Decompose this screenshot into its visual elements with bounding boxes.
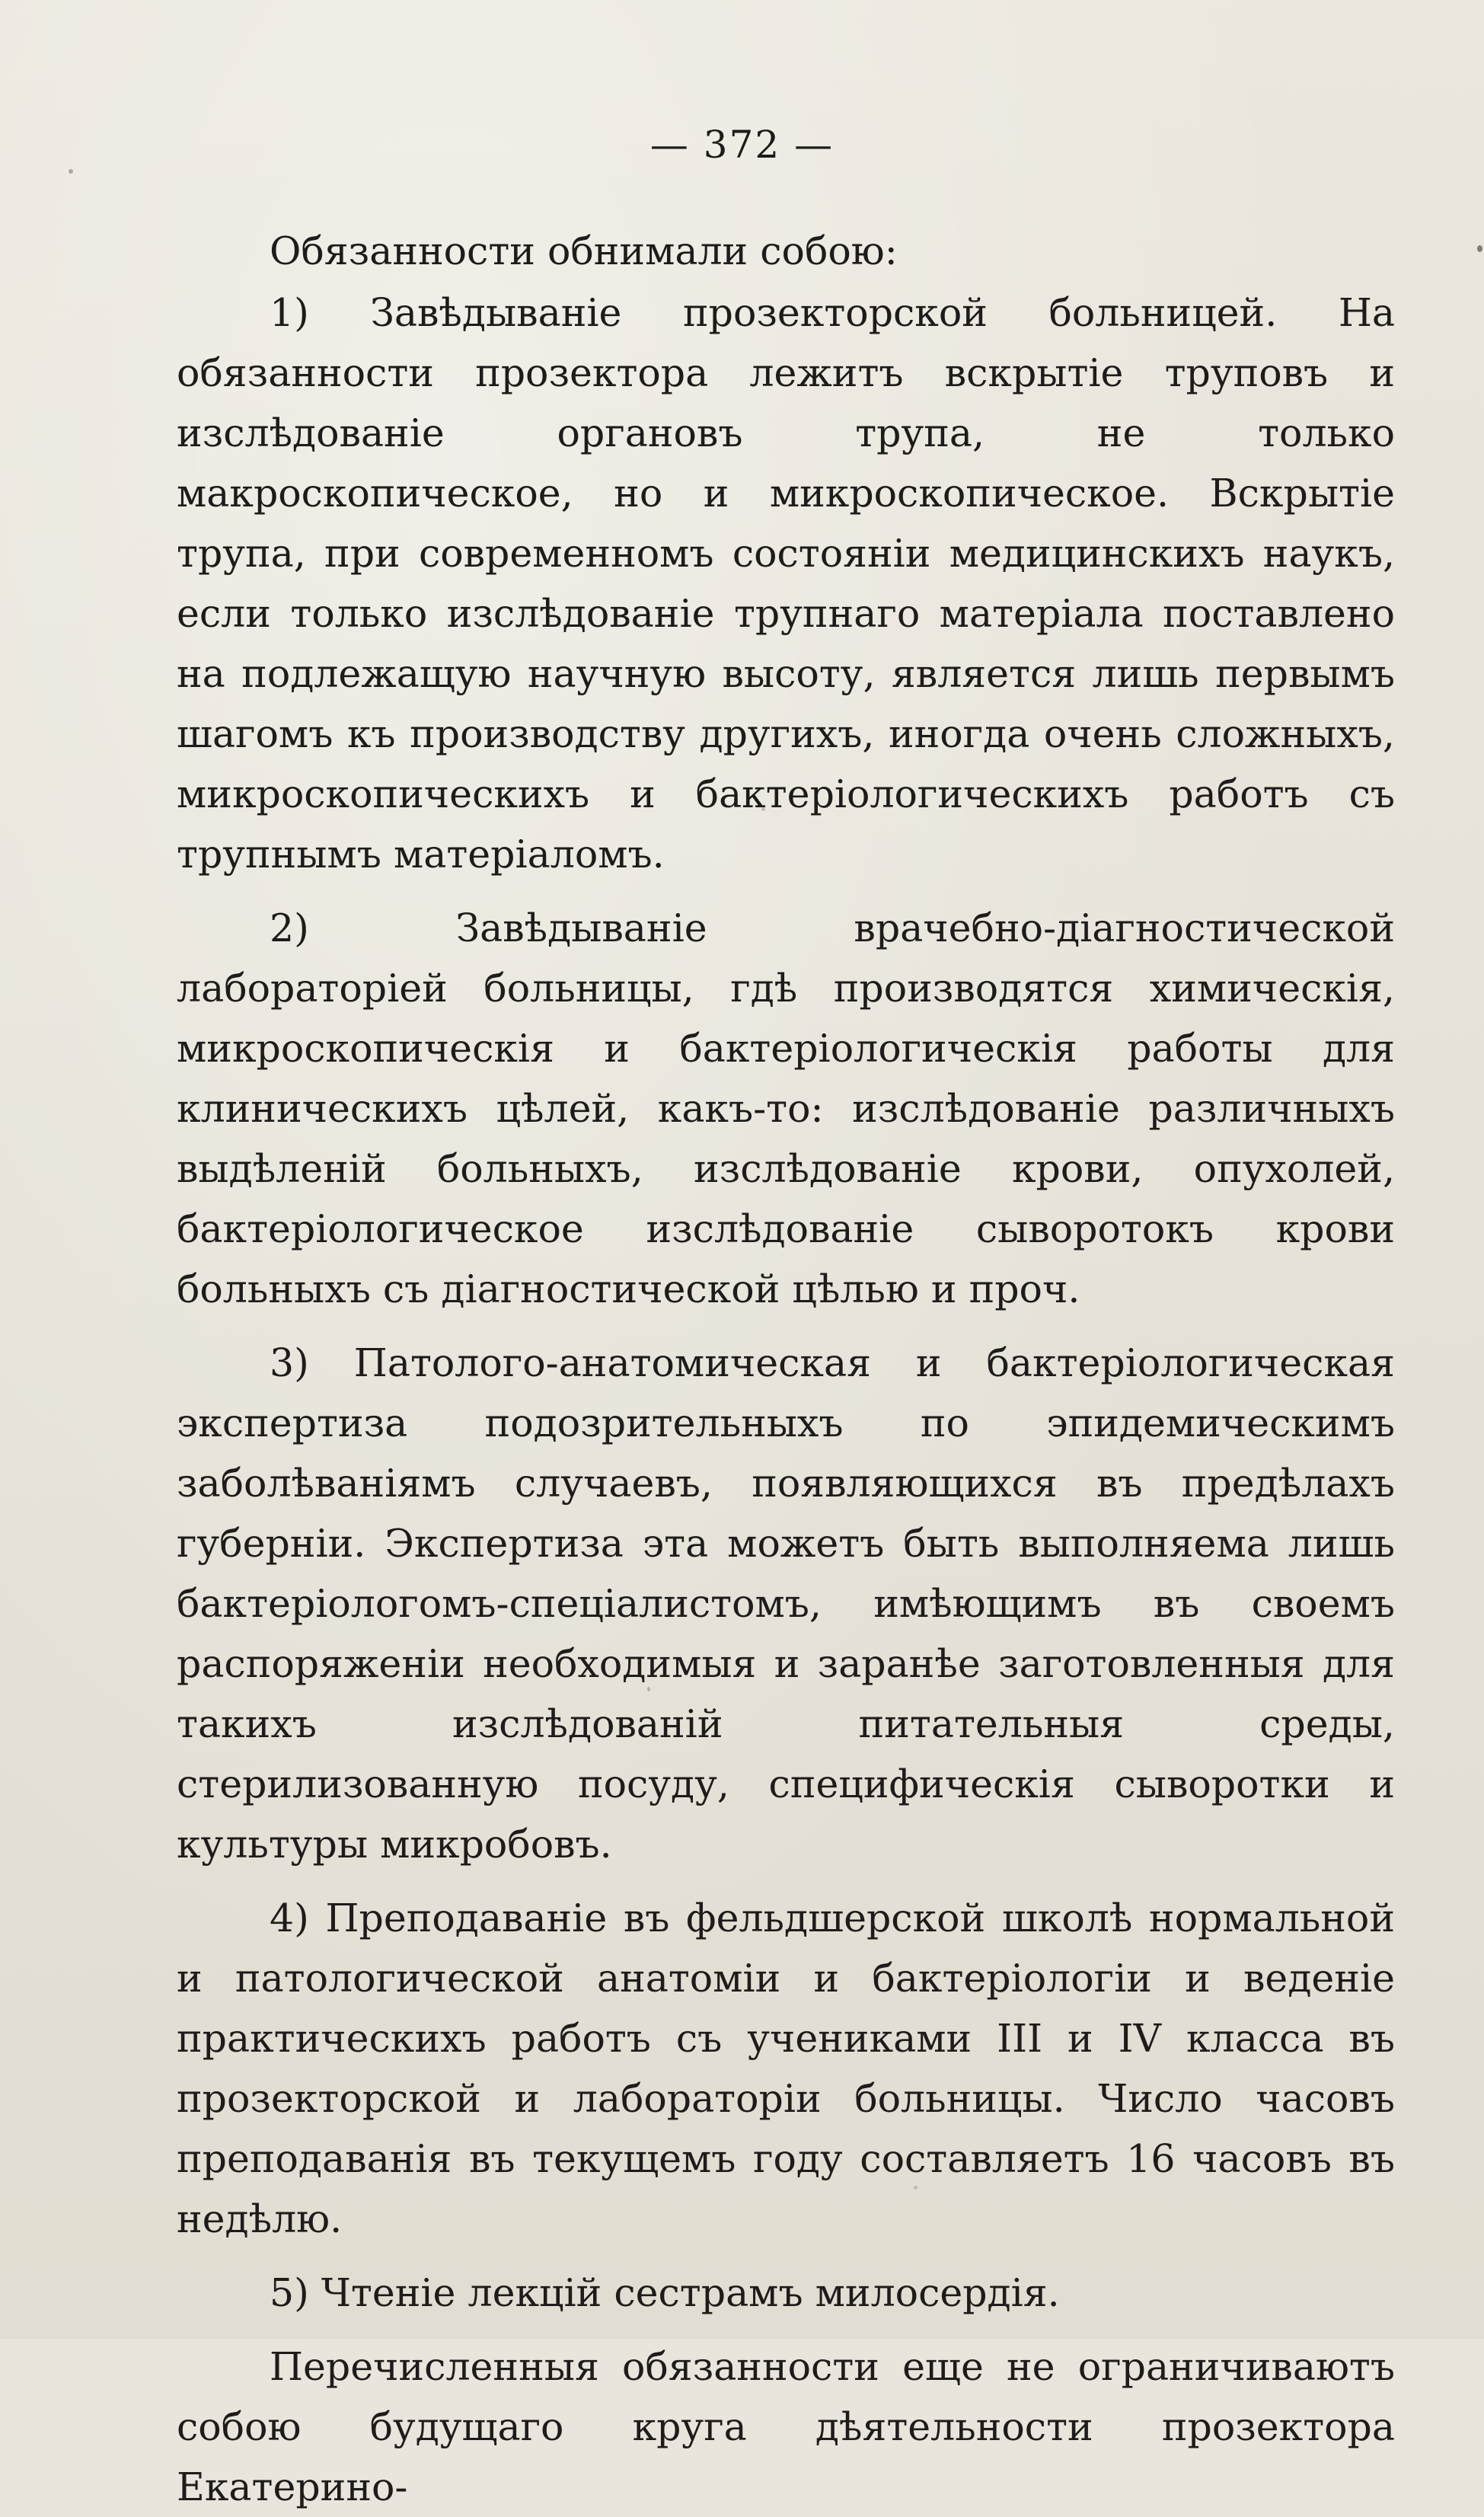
paragraph-2: 2) Завѣдываніе врачебно-діагностической лабораторіей больницы, гдѣ производятся химическія, микроскопическія и бактеріологическія работы для клиническихъ цѣлей, какъ-то: изслѣдованіе различныхъ выдѣленій больныхъ, изслѣдованіе крови, опухолей, бактеріологическое изслѣдованіе сыворотокъ крови больныхъ съ діагностической цѣлью и проч. (177, 906, 1395, 1311)
ink-speck (1477, 245, 1482, 252)
paragraph-1: 1) Завѣдываніе прозекторской больницей. На обязанности прозектора лежитъ вскрытіе труповъ и изслѣдованіе органовъ трупа, не только макроскопическое, но и микроскопическое. Вскрытіе трупа, при современномъ состояніи медицинскихъ наукъ, если только изслѣдованіе трупнаго матеріала поставлено на подлежащую научную высоту, является лишь первымъ шагомъ къ производству другихъ, иногда очень сложныхъ, микроскопическихъ и бактеріологическихъ работъ съ трупнымъ матеріаломъ. (177, 290, 1395, 877)
ink-speck (69, 169, 73, 174)
ink-speck (761, 807, 765, 811)
paragraph-6: Перечисленныя обязанности еще не ограничиваютъ собою будущаго круга дѣятельности прозектора Екатерино- (177, 2344, 1395, 2509)
page-number: — 372 — (649, 123, 835, 167)
paragraph-5: 5) Чтеніе лекцій сестрамъ милосердія. (270, 2270, 1060, 2315)
intro-line: Обязанности обнимали собою: (270, 228, 898, 273)
body-text (177, 221, 1395, 2517)
ink-speck (647, 1687, 650, 1691)
paragraph-3: 3) Патолого-анатомическая и бактеріологическая экспертиза подозрительныхъ по эпидемическимъ заболѣваніямъ случаевъ, появляющихся въ предѣлахъ губерніи. Экспертиза эта можетъ быть выполняема лишь бактеріологомъ-спеціалистомъ, имѣющимъ въ своемъ распоряженіи необходимыя и заранѣе заготовленныя для такихъ изслѣдованій питательныя среды, стерилизованную посуду, специфическія сыворотки и культуры микробовъ. (177, 1340, 1395, 1867)
paragraph-4: 4) Преподаваніе въ фельдшерской школѣ нормальной и патологической анатоміи и бактеріологіи и веденіе практическихъ работъ съ учениками III и IV класса въ прозекторской и лабораторіи больницы. Число часовъ преподаванія въ текущемъ году составляетъ 16 часовъ въ недѣлю. (177, 1896, 1395, 2241)
ink-speck (914, 2186, 918, 2190)
